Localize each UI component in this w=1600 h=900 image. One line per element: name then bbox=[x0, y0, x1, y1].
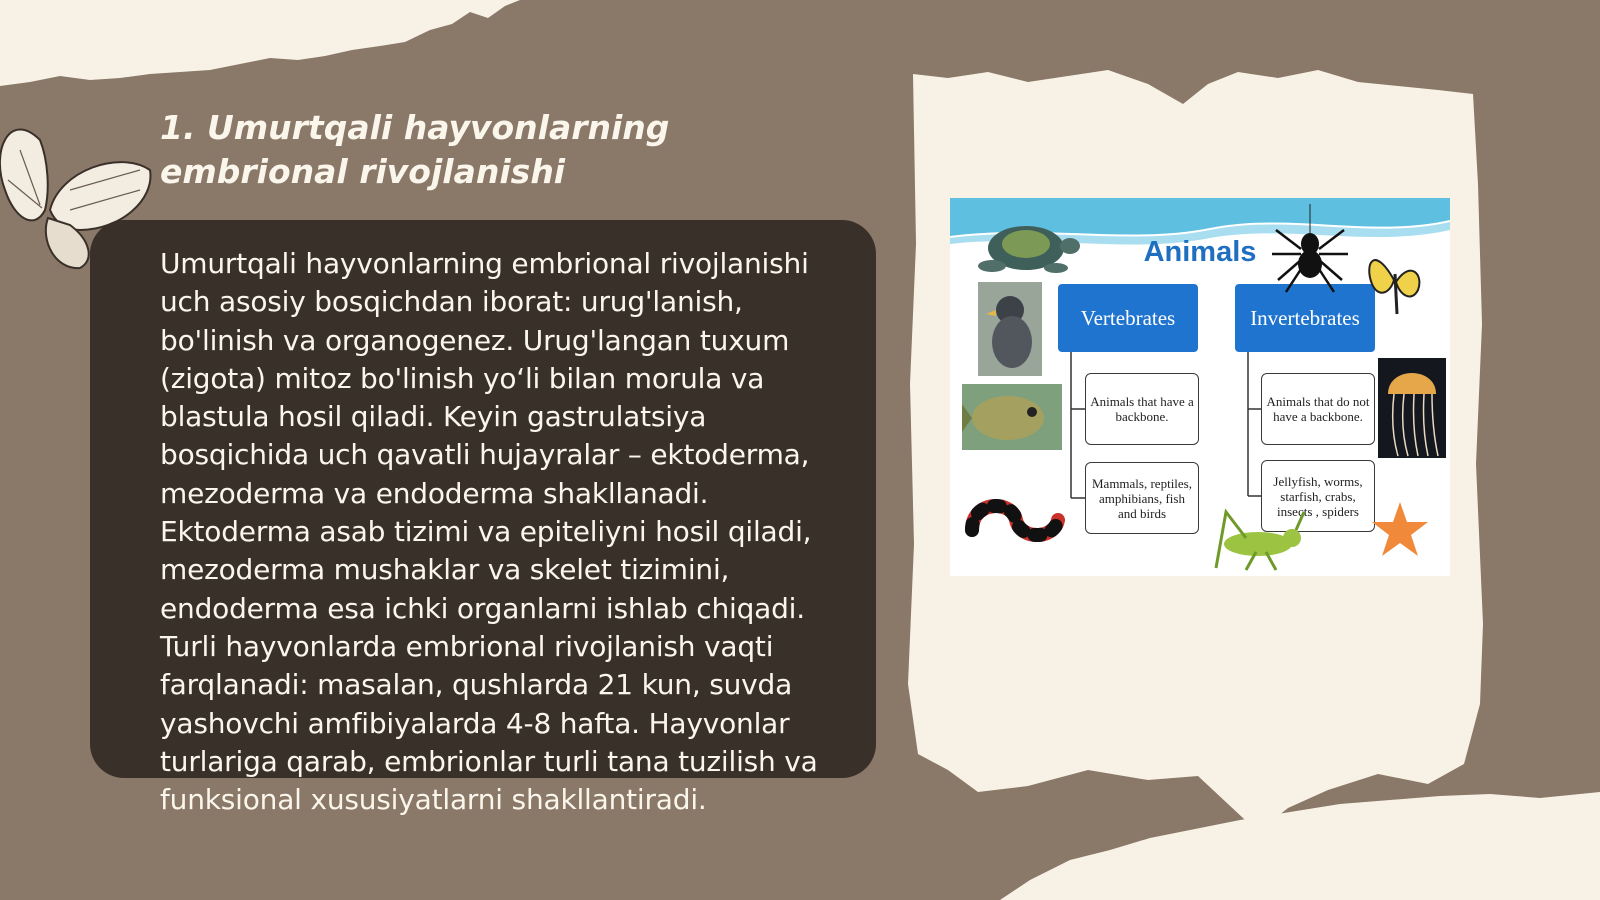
invertebrates-examples: Jellyfish, worms, starfish, crabs, insects , spiders bbox=[1261, 460, 1375, 532]
butterfly-icon bbox=[1364, 244, 1424, 318]
invertebrates-definition: Animals that do not have a backbone. bbox=[1261, 373, 1375, 445]
bird-icon bbox=[978, 282, 1042, 376]
invertebrates-box: Invertebrates bbox=[1235, 284, 1375, 352]
figure-heading: Animals bbox=[1143, 236, 1257, 268]
starfish-icon bbox=[1370, 500, 1430, 560]
vertebrates-box: Vertebrates bbox=[1058, 284, 1198, 352]
body-paragraph: Umurtqali hayvonlarning embrional rivojlanishi uch asosiy bosqichdan iborat: urug'lanish, bo'linish va organogenez. Urug'langan tuxum (zigota) mitoz bo'linish yo‘li bilan morula va blastula hosil qiladi. Keyin gastrulatsiya bosqichida uch qavatli hujayralar – ektoderma, mezoderma va endoderma shakllanadi. Ektoderma asab tizimi va epiteliyni hosil qiladi, mezoderma mushaklar va skelet tizimini, endoderma esa ichki organlarni ishlab chiqadi. Turli hayvonlarda embrional rivojlanish vaqti farqlanadi: masalan, qushlarda 21 kun, suvda yashovchi amfibiyalarda 4-8 hafta. Hayvonlar turlariga qarab, embrionlar turli tana tuzilish va funksional xususiyatlarni shakllantiradi. bbox=[160, 247, 818, 817]
grasshopper-icon bbox=[1206, 508, 1306, 572]
jellyfish-icon bbox=[1378, 358, 1446, 458]
vertebrates-definition: Animals that have a backbone. bbox=[1085, 373, 1199, 445]
slide-title: 1. Umurtqali hayvonlarning embrional rivojlanishi bbox=[160, 108, 670, 191]
vertebrates-examples: Mammals, reptiles, amphibians, fish and birds bbox=[1085, 462, 1199, 534]
fish-icon bbox=[962, 384, 1062, 450]
torn-paper-top-left bbox=[0, 0, 520, 100]
torn-paper-bottom-right bbox=[1000, 790, 1600, 900]
snake-icon bbox=[962, 490, 1066, 550]
turtle-icon bbox=[976, 216, 1080, 280]
spider-icon bbox=[1270, 204, 1350, 294]
animals-classification-figure bbox=[950, 198, 1450, 576]
